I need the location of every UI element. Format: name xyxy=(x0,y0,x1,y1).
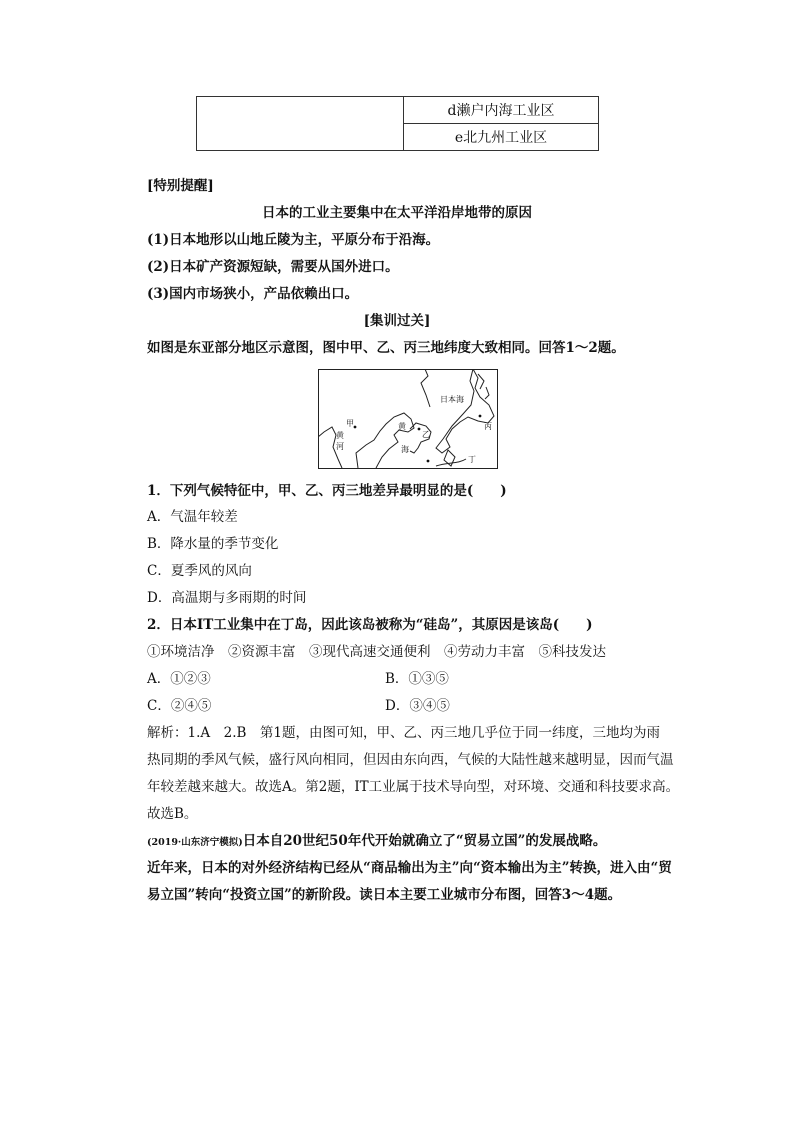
practice-intro: 如图是东亚部分地区示意图，图中甲、乙、丙三地纬度大致相同。回答1～2题。 xyxy=(147,340,625,356)
label-he: 河 xyxy=(336,442,344,451)
label-jia: 甲 xyxy=(346,419,354,428)
tip-item-3: (3)国内市场狭小，产品依赖出口。 xyxy=(147,286,359,302)
table-cell-setonaikai: d濑户内海工业区 xyxy=(404,97,599,124)
q1-option-d: D．高温期与多雨期的时间 xyxy=(147,590,307,606)
tip-item-2: (2)日本矿产资源短缺，需要从国外进口。 xyxy=(147,259,399,275)
q1-option-a: A．气温年较差 xyxy=(147,509,238,525)
label-huang: 黄 xyxy=(336,431,344,440)
q2-option-d: D．③④⑤ xyxy=(385,698,450,714)
q1-stem: 1．下列气候特征中，甲、乙、丙三地差异最明显的是( ) xyxy=(147,483,507,499)
tip-item-1: (1)日本地形以山地丘陵为主，平原分布于沿海。 xyxy=(147,232,440,248)
q1-option-c: C．夏季风的风向 xyxy=(147,563,252,579)
industrial-zone-table xyxy=(196,96,599,151)
label-bing: 丙 xyxy=(484,422,492,431)
q2-stem: 2．日本IT工业集中在丁岛，因此该岛被称为“硅岛”，其原因是该岛( ) xyxy=(147,617,593,633)
yi-point xyxy=(418,428,421,431)
tip-label: [特别提醒] xyxy=(147,178,214,194)
q2-choices: ①环境洁净 ②资源丰富 ③现代高速交通便利 ④劳动力丰富 ⑤科技发达 xyxy=(147,644,606,660)
q1-option-b: B．降水量的季节变化 xyxy=(147,536,279,552)
analysis-line-4: 故选B。 xyxy=(147,806,198,822)
tip-title: 日本的工业主要集中在太平洋沿岸地带的原因 xyxy=(262,205,532,221)
passage-line-2: 近年来，日本的对外经济结构已经从“商品输出为主”向“资本输出为主”转换，进入由“贸 xyxy=(147,860,672,876)
practice-heading: [集训过关] xyxy=(363,313,431,329)
passage-line-1 xyxy=(147,831,606,853)
label-ding: 丁 xyxy=(468,455,476,464)
bing-point xyxy=(479,415,482,418)
q2-option-a: A．①②③ xyxy=(147,671,211,687)
analysis-line-2: 热同期的季风气候，盛行风向相同，但因由东向西，气候的大陆性越来越明显，因而气温 xyxy=(147,752,674,768)
label-huang-sea-1: 黄 xyxy=(398,422,406,431)
table-cell-kitakyushu: e北九州工业区 xyxy=(404,124,599,151)
passage-line-3: 易立国”转向“投资立国”的新阶段。读日本主要工业城市分布图，回答3～4题。 xyxy=(147,887,622,903)
table-cell-empty xyxy=(197,97,404,151)
ding-island-point xyxy=(427,460,430,463)
passage-line-1-text: 日本自20世纪50年代开始就确立了“贸易立国”的发展战略。 xyxy=(242,833,607,849)
passage-source: (2019·山东济宁模拟) xyxy=(147,837,243,848)
q2-option-c: C．②④⑤ xyxy=(147,698,212,714)
analysis-line-3: 年较差越来越大。故选A。第2题，IT工业属于技术导向型，对环境、交通和科技要求高。 xyxy=(147,779,680,795)
label-yi: 乙 xyxy=(422,430,430,439)
label-huang-sea-2: 海 xyxy=(401,445,409,454)
q2-option-b: B．①③⑤ xyxy=(385,671,449,687)
jia-point xyxy=(354,426,357,429)
label-japan-sea: 日本海 xyxy=(440,395,464,404)
analysis-line-1: 解析：1.A 2.B 第1题，由图可知，甲、乙、丙三地几乎位于同一纬度，三地均为雨 xyxy=(147,725,661,741)
east-asia-map xyxy=(318,369,498,469)
